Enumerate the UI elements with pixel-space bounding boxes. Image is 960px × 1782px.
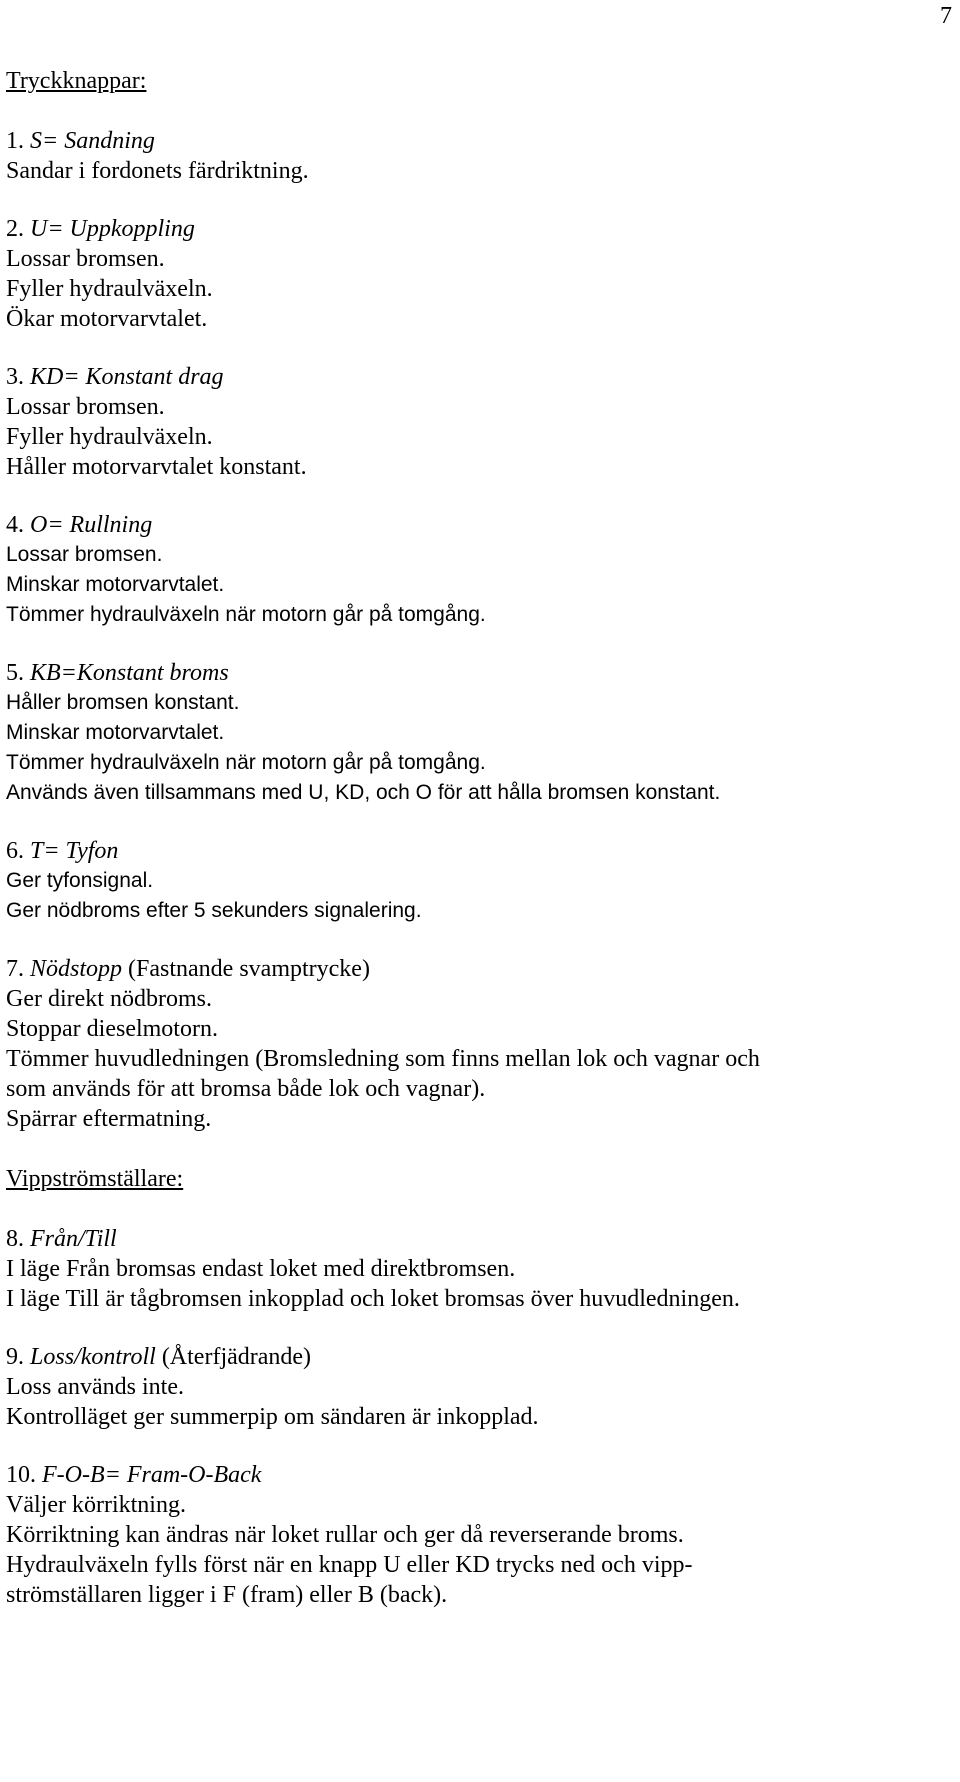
item-title bbox=[6, 362, 952, 392]
description-line: Används även tillsammans med U, KD, och O för att hålla bromsen konstant. bbox=[6, 781, 721, 804]
description-line: Ökar motorvarvtalet. bbox=[6, 306, 208, 332]
item-note: (Återfjädrande) bbox=[155, 1344, 312, 1370]
description-line: Loss används inte. bbox=[6, 1374, 184, 1400]
description-line: Minskar motorvarvtalet. bbox=[6, 573, 225, 596]
button-description bbox=[6, 510, 952, 630]
item-title bbox=[6, 214, 952, 244]
button-description bbox=[6, 1224, 952, 1314]
description-line: Håller motorvarvtalet konstant. bbox=[6, 454, 307, 480]
description-line: Tömmer hydraulväxeln när motorn går på tomgång. bbox=[6, 603, 486, 626]
description-line: Kontrolläget ger summerpip om sändaren är inkopplad. bbox=[6, 1404, 539, 1430]
button-description bbox=[6, 836, 952, 926]
item-number: 5. bbox=[6, 660, 30, 686]
button-description bbox=[6, 1460, 952, 1610]
document-body bbox=[6, 66, 952, 1610]
description-line: Tömmer hydraulväxeln när motorn går på tomgång. bbox=[6, 751, 486, 774]
item-title bbox=[6, 510, 952, 540]
item-number: 8. bbox=[6, 1226, 30, 1252]
description-line: Körriktning kan ändras när loket rullar och ger då reverserande broms. bbox=[6, 1522, 684, 1548]
description-line: Lossar bromsen. bbox=[6, 246, 165, 272]
description-line: Väljer körriktning. bbox=[6, 1492, 186, 1518]
item-number: 2. bbox=[6, 216, 30, 242]
description-line: strömställaren ligger i F (fram) eller B (back). bbox=[6, 1582, 448, 1608]
item-code: Loss/kontroll bbox=[30, 1344, 156, 1370]
section-heading: Tryckknappar: bbox=[6, 68, 147, 94]
description-line: som används för att bromsa både lok och vagnar). bbox=[6, 1076, 486, 1102]
item-title bbox=[6, 126, 952, 156]
item-title bbox=[6, 1342, 952, 1372]
button-description bbox=[6, 1342, 952, 1432]
item-code: Nödstopp bbox=[30, 956, 123, 982]
item-title bbox=[6, 658, 952, 688]
description-line: Hydraulväxeln fylls först när en knapp U eller KD trycks ned och vipp- bbox=[6, 1552, 693, 1578]
description-line: I läge Till är tågbromsen inkopplad och loket bromsas över huvudledningen. bbox=[6, 1286, 740, 1312]
description-line: I läge Från bromsas endast loket med direktbromsen. bbox=[6, 1256, 516, 1282]
item-number: 3. bbox=[6, 364, 30, 390]
description-line: Ger nödbroms efter 5 sekunders signalering. bbox=[6, 899, 422, 922]
description-line: Sandar i fordonets färdriktning. bbox=[6, 158, 309, 184]
item-title bbox=[6, 1460, 952, 1490]
item-code: U= Uppkoppling bbox=[30, 216, 195, 242]
button-description bbox=[6, 954, 952, 1134]
item-code: KD= Konstant drag bbox=[30, 364, 224, 390]
item-code: KB=Konstant broms bbox=[30, 660, 229, 686]
item-note: (Fastnande svamptrycke) bbox=[122, 956, 370, 982]
description-line: Fyller hydraulväxeln. bbox=[6, 424, 213, 450]
button-description bbox=[6, 214, 952, 334]
item-number: 1. bbox=[6, 128, 30, 154]
description-line: Spärrar eftermatning. bbox=[6, 1106, 212, 1132]
button-description bbox=[6, 362, 952, 482]
button-description bbox=[6, 126, 952, 186]
description-line: Håller bromsen konstant. bbox=[6, 691, 240, 714]
description-line: Ger tyfonsignal. bbox=[6, 869, 154, 892]
button-description bbox=[6, 658, 952, 808]
item-code: F-O-B= Fram-O-Back bbox=[42, 1462, 262, 1488]
description-line: Fyller hydraulväxeln. bbox=[6, 276, 213, 302]
item-number: 6. bbox=[6, 838, 30, 864]
item-code: T= Tyfon bbox=[30, 838, 119, 864]
item-code: Från/Till bbox=[30, 1226, 117, 1252]
description-line: Ger direkt nödbroms. bbox=[6, 986, 212, 1012]
item-code: S= Sandning bbox=[30, 128, 155, 154]
description-line: Minskar motorvarvtalet. bbox=[6, 721, 225, 744]
description-line: Lossar bromsen. bbox=[6, 394, 165, 420]
description-line: Stoppar dieselmotorn. bbox=[6, 1016, 218, 1042]
item-title bbox=[6, 836, 952, 866]
item-title bbox=[6, 1224, 952, 1254]
item-number: 9. bbox=[6, 1344, 30, 1370]
item-number: 7. bbox=[6, 956, 30, 982]
item-number: 4. bbox=[6, 512, 30, 538]
description-line: Lossar bromsen. bbox=[6, 543, 163, 566]
item-code: O= Rullning bbox=[30, 512, 153, 538]
section-heading: Vippströmställare: bbox=[6, 1166, 184, 1192]
item-title bbox=[6, 954, 952, 984]
page-number: 7 bbox=[940, 3, 952, 29]
item-number: 10. bbox=[6, 1462, 42, 1488]
description-line: Tömmer huvudledningen (Bromsledning som finns mellan lok och vagnar och bbox=[6, 1046, 760, 1072]
